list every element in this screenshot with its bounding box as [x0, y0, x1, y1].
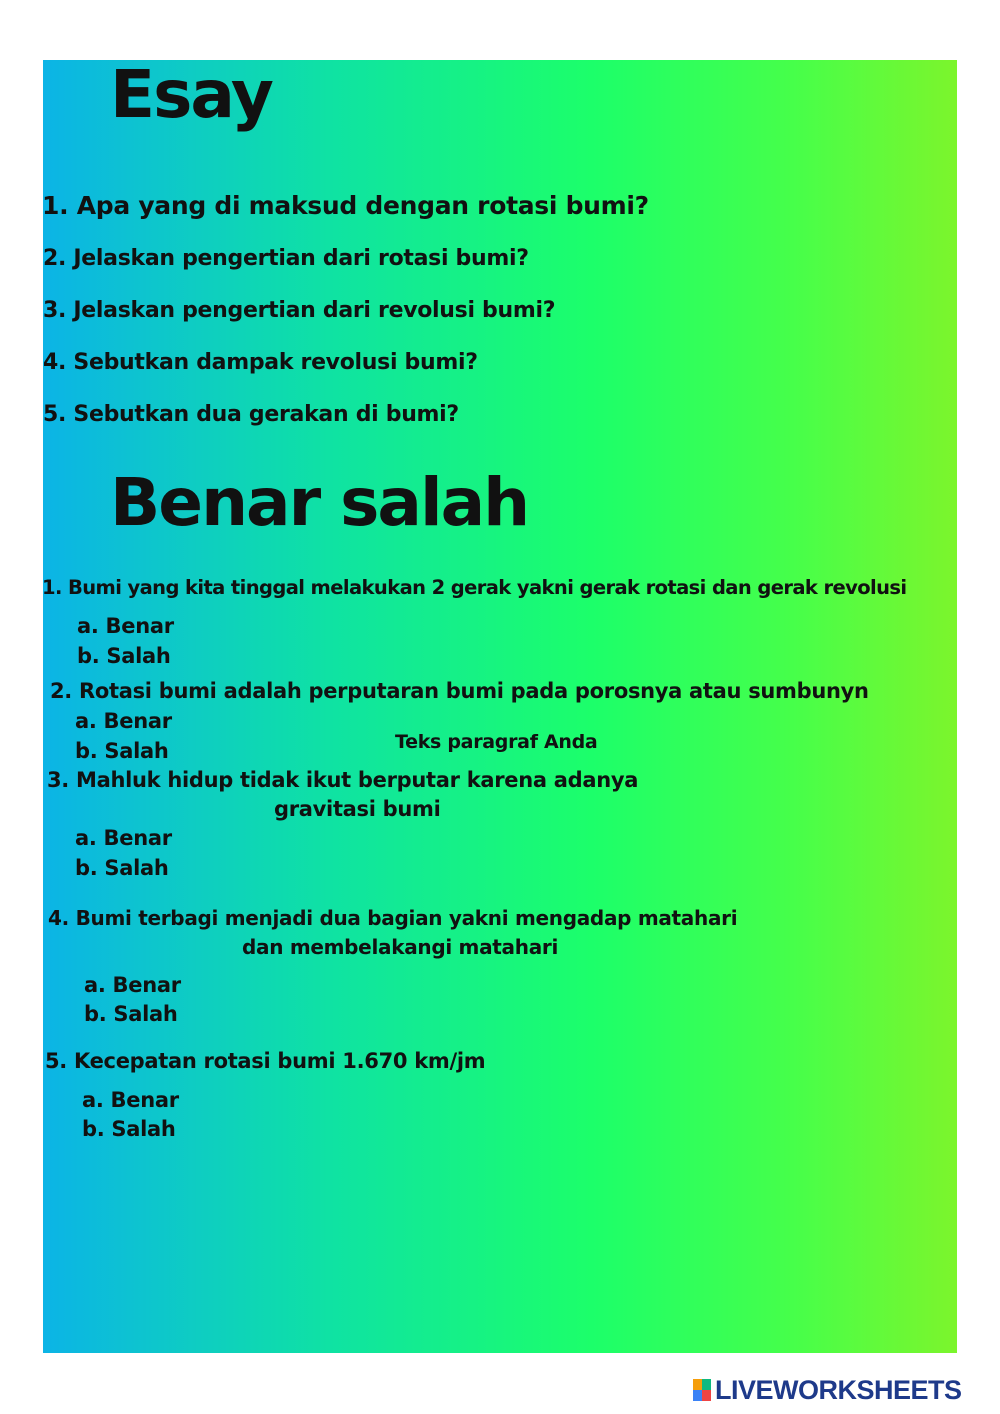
- bs-q5-option-a[interactable]: a. Benar: [82, 1088, 179, 1112]
- bs-q2-option-a[interactable]: a. Benar: [75, 709, 172, 733]
- liveworksheets-logo-icon: [693, 1379, 711, 1401]
- bs-question-3-line-2: gravitasi bumi: [274, 797, 441, 821]
- paragraph-placeholder: Teks paragraf Anda: [395, 731, 598, 753]
- bs-q2-option-b[interactable]: b. Salah: [75, 739, 169, 763]
- essay-question-5: 5. Sebutkan dua gerakan di bumi?: [43, 402, 459, 427]
- bs-q1-option-b[interactable]: b. Salah: [77, 644, 171, 668]
- bs-question-2: 2. Rotasi bumi adalah perputaran bumi pada porosnya atau sumbunyn: [50, 679, 869, 703]
- bs-q3-option-b[interactable]: b. Salah: [75, 856, 169, 880]
- bs-question-3-line-1: 3. Mahluk hidup tidak ikut berputar karena adanya: [47, 768, 639, 792]
- essay-question-1: 1. Apa yang di maksud dengan rotasi bumi?: [42, 191, 649, 220]
- bs-question-4-line-2: dan membelakangi matahari: [242, 935, 559, 959]
- bs-question-5: 5. Kecepatan rotasi bumi 1.670 km/jm: [45, 1049, 486, 1073]
- liveworksheets-logo[interactable]: [693, 1376, 962, 1404]
- bs-q1-option-a[interactable]: a. Benar: [77, 614, 174, 638]
- bs-q3-option-a[interactable]: a. Benar: [75, 826, 172, 850]
- benar-salah-title: Benar salah: [110, 464, 529, 541]
- essay-question-2: 2. Jelaskan pengertian dari rotasi bumi?: [43, 246, 529, 271]
- liveworksheets-brand-text: LIVEWORKSHEETS: [715, 1374, 962, 1405]
- essay-question-3: 3. Jelaskan pengertian dari revolusi bumi?: [43, 298, 556, 323]
- essay-question-4: 4. Sebutkan dampak revolusi bumi?: [43, 350, 478, 375]
- bs-q5-option-b[interactable]: b. Salah: [82, 1117, 176, 1141]
- bs-question-1: 1. Bumi yang kita tinggal melakukan 2 gerak yakni gerak rotasi dan gerak revolusi: [42, 576, 907, 599]
- bs-q4-option-b[interactable]: b. Salah: [84, 1002, 178, 1026]
- essay-title: Esay: [110, 56, 272, 133]
- bs-q4-option-a[interactable]: a. Benar: [84, 973, 181, 997]
- bs-question-4-line-1: 4. Bumi terbagi menjadi dua bagian yakni mengadap matahari: [48, 906, 738, 930]
